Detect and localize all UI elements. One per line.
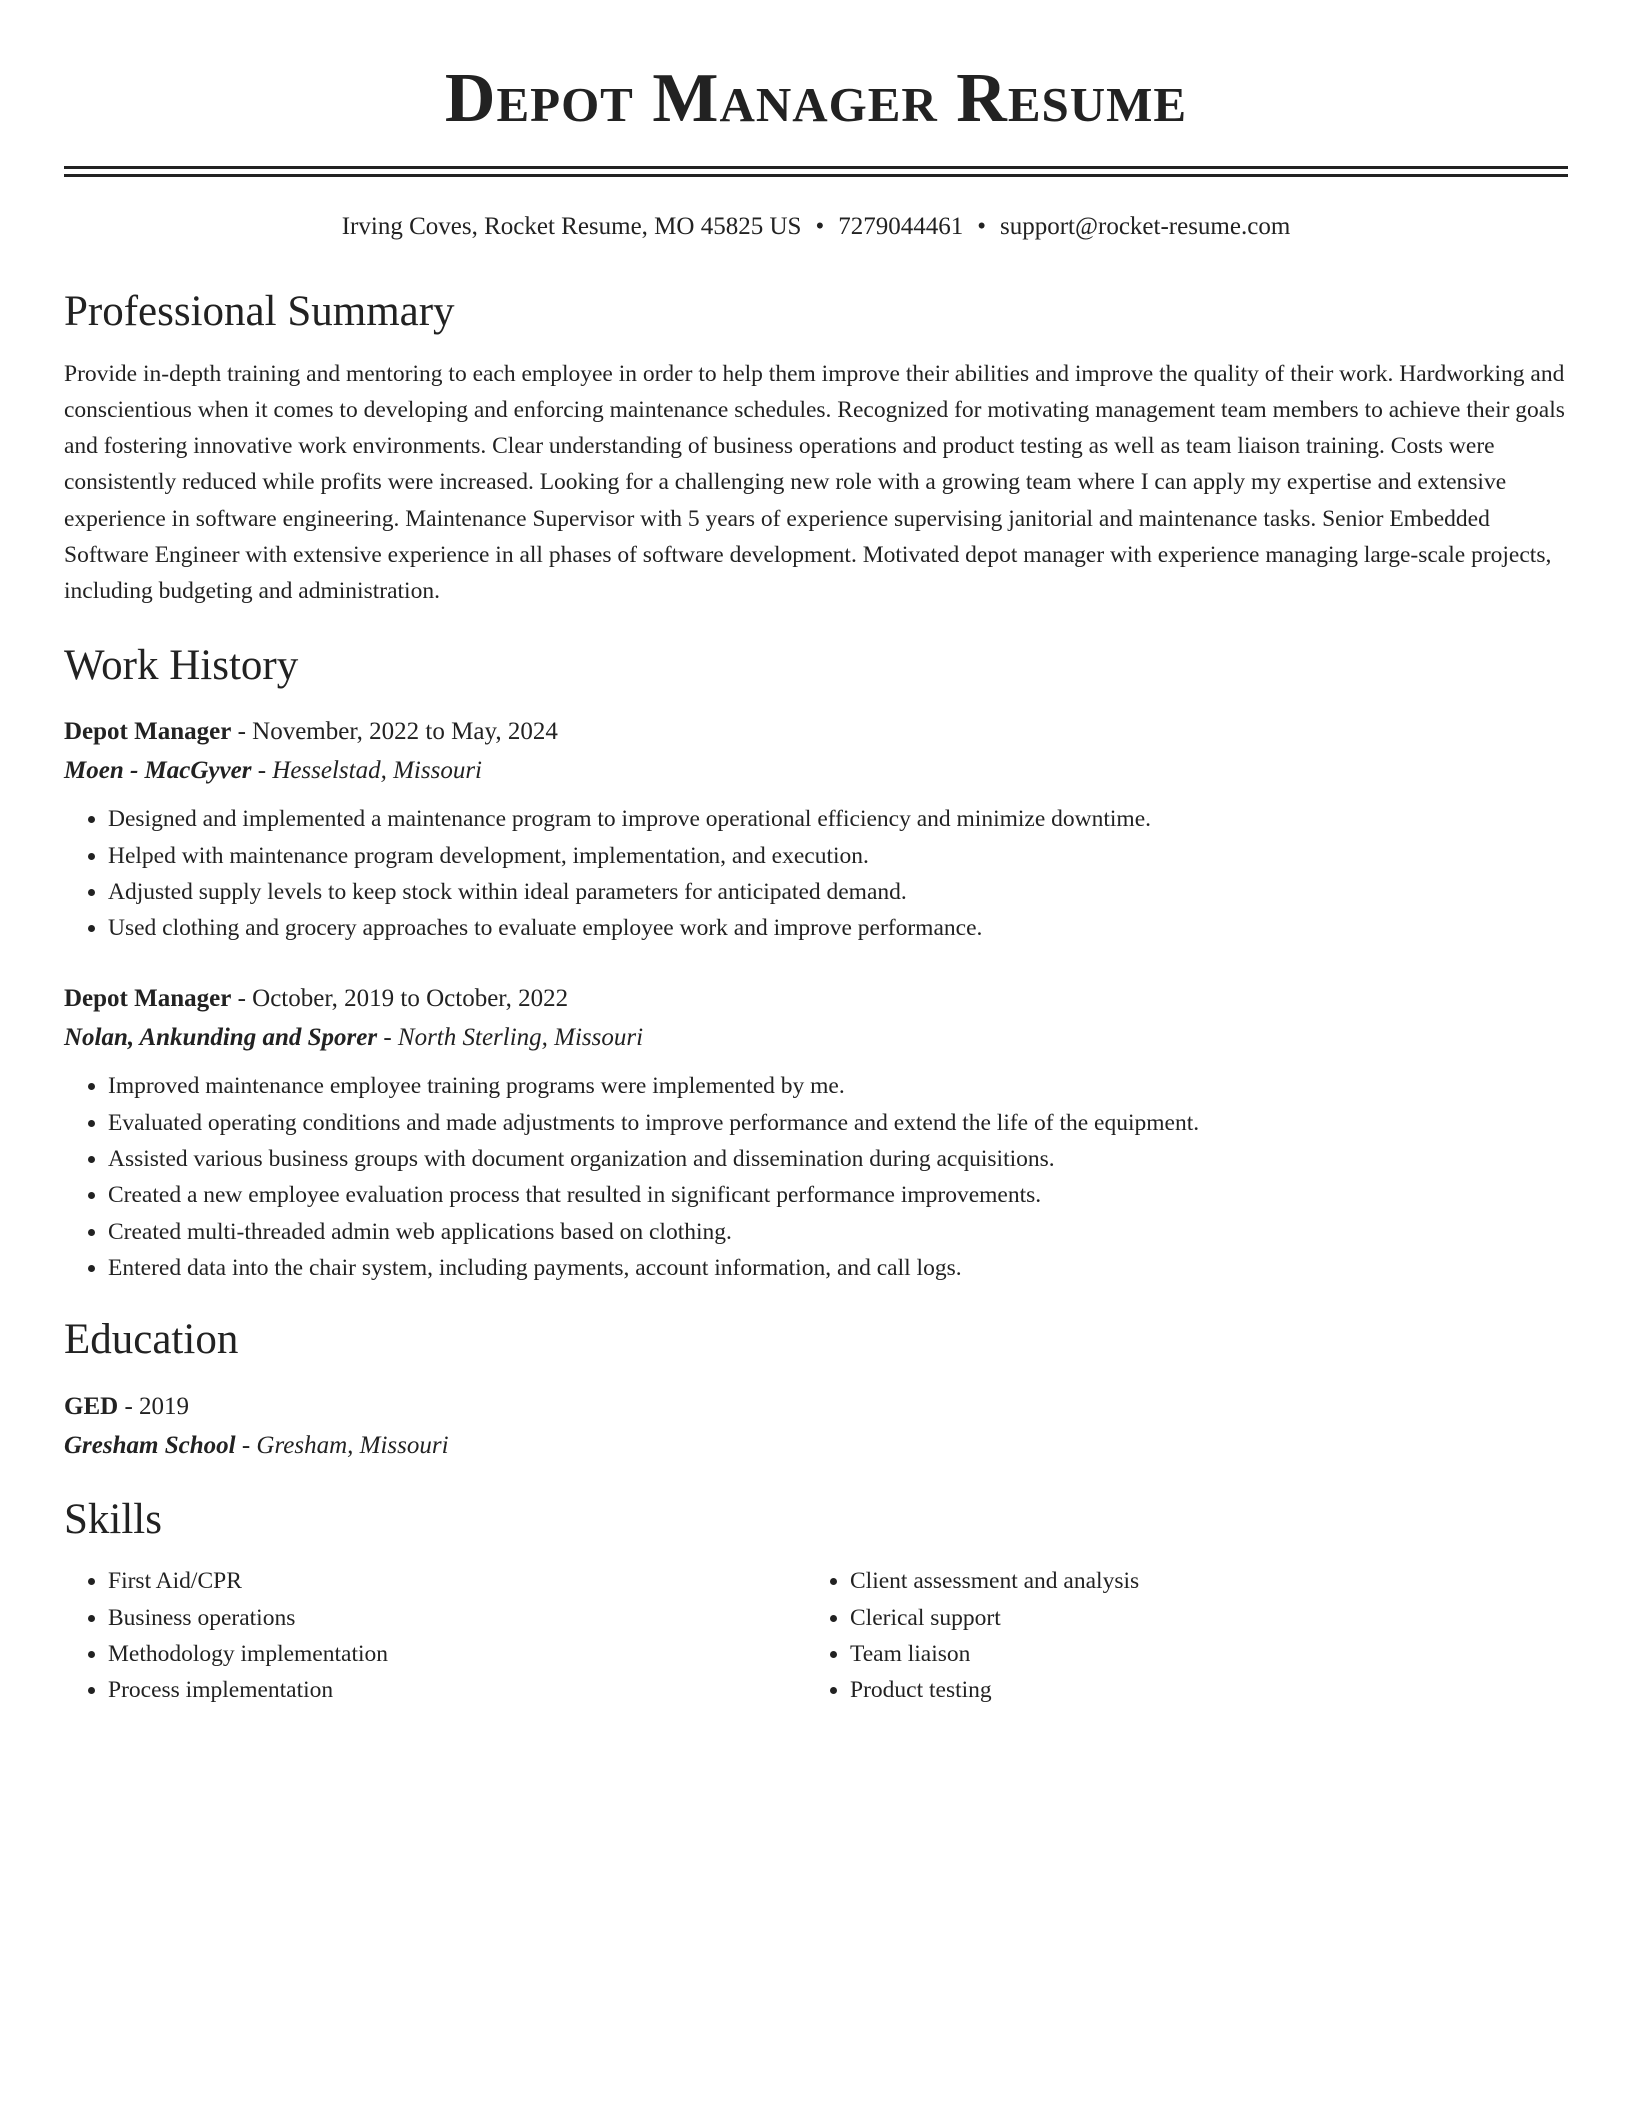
job-role-line <box>64 713 1568 751</box>
job-role-line <box>64 980 1568 1018</box>
skill-item: • Client assessment and analysis <box>850 1563 1548 1599</box>
list-item: • Assisted various business groups with document organization and dissemination during acquisitions. <box>108 1141 1568 1177</box>
job-location: - North Sterling, Missouri <box>377 1024 644 1052</box>
list-item: • Used clothing and grocery approaches to evaluate employee work and improve performance. <box>108 910 1568 946</box>
skill-item: • First Aid/CPR <box>108 1563 806 1599</box>
job-dates: - November, 2022 to May, 2024 <box>231 718 558 746</box>
contact-line <box>64 212 1568 242</box>
skills-heading: Skills <box>64 1495 162 1543</box>
list-item: • Created a new employee evaluation process that resulted in significant performance improvements. <box>108 1177 1568 1213</box>
education-location: - Gresham, Missouri <box>235 1431 449 1459</box>
skill-item: • Methodology implementation <box>108 1636 806 1672</box>
job-role: Depot Manager <box>64 985 232 1013</box>
list-item: • Entered data into the chair system, including payments, account information, and call logs. <box>108 1250 1568 1286</box>
title-double-rule <box>64 166 1568 177</box>
contact-address: Irving Coves, Rocket Resume, MO 45825 US <box>341 213 802 240</box>
education-degree-line <box>64 1388 1568 1426</box>
contact-email[interactable]: support@rocket-resume.com <box>999 213 1291 240</box>
job-dates: - October, 2019 to October, 2022 <box>231 985 569 1013</box>
list-item: • Improved maintenance employee training programs were implemented by me. <box>108 1068 1568 1104</box>
work-history-heading: Work History <box>64 641 299 689</box>
job-company-line <box>64 751 1568 791</box>
skill-item: • Business operations <box>108 1600 806 1636</box>
education-heading: Education <box>64 1316 239 1364</box>
skill-item: • Product testing <box>850 1672 1548 1708</box>
summary-text: Provide in-depth training and mentoring to each employee in order to help them improve their abilities and improve the quality of their work. Hardworking and conscientious when it comes to developing and enforcing maintenance schedules. Recognized for motivating management team members to achieve their goals and fostering innovative work environments. Clear understanding of business operations and product testing as well as team liaison training. Costs were consistently reduced while profits were increased. Looking for a challenging new role with a growing team where I can apply my expertise and extensive experience in software engineering. Maintenance Supervisor with 5 years of experience supervising janitorial and maintenance tasks. Senior Embedded Software Engineer with extensive experience in all phases of software development. Motivated depot manager with experience managing large-scale projects, including budgeting and administration. <box>64 360 1565 605</box>
contact-separator: • <box>815 213 825 240</box>
education-degree: GED <box>64 1392 119 1420</box>
job-bullets <box>64 1068 1568 1286</box>
skills-columns <box>64 1563 1568 1708</box>
skills-list-left <box>64 1563 806 1708</box>
education-year: - 2019 <box>118 1392 190 1420</box>
contact-separator: • <box>977 213 986 240</box>
job-company-line <box>64 1018 1568 1058</box>
job-location: - Hesselstad, Missouri <box>251 757 483 785</box>
skill-item: • Team liaison <box>850 1636 1548 1672</box>
education-school-line <box>64 1426 1568 1466</box>
skills-list-right <box>806 1563 1548 1708</box>
job-bullets <box>64 801 1568 946</box>
job-company: Nolan, Ankunding and Sporer <box>64 1024 378 1052</box>
list-item: • Helped with maintenance program development, implementation, and execution. <box>108 838 1568 874</box>
job-entry <box>64 980 1568 1286</box>
list-item: • Evaluated operating conditions and made adjustments to improve performance and extend the life of the equipment. <box>108 1105 1568 1141</box>
list-item: • Created multi-threaded admin web applications based on clothing. <box>108 1214 1568 1250</box>
resume-title: Depot Manager Resume <box>444 60 1188 137</box>
job-company: Moen - MacGyver <box>64 757 252 785</box>
skill-item: • Clerical support <box>850 1600 1548 1636</box>
skill-item: • Process implementation <box>108 1672 806 1708</box>
education-entry <box>64 1388 1568 1466</box>
job-entry <box>64 713 1568 946</box>
job-role: Depot Manager <box>64 718 232 746</box>
education-school: Gresham School <box>64 1431 236 1459</box>
contact-phone: 7279044461 <box>838 213 964 240</box>
summary-heading: Professional Summary <box>64 288 455 335</box>
list-item: • Adjusted supply levels to keep stock within ideal parameters for anticipated demand. <box>108 874 1568 910</box>
list-item: • Designed and implemented a maintenance program to improve operational efficiency and minimize downtime. <box>108 801 1568 837</box>
